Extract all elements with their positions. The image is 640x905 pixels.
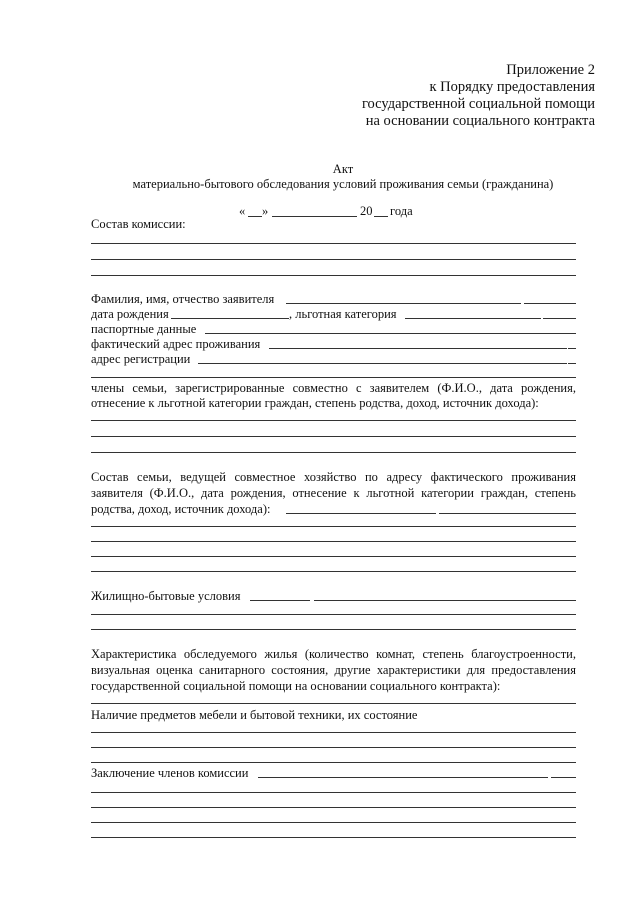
actual-address-field[interactable] — [269, 348, 567, 349]
family-members-text-2: отнесение к льготной категории граждан, степень родства, доход, источник дохода): — [91, 396, 539, 410]
fio-field-2[interactable] — [524, 303, 576, 304]
passport-label: паспортные данные — [91, 322, 197, 336]
household-text-3: родства, доход, источник дохода): — [91, 502, 271, 516]
housing-text-2: визуальная оценка санитарного состояния, другие характеристики для предоставления — [91, 663, 576, 677]
household-line-2[interactable] — [91, 541, 576, 542]
household-text-1: Состав семьи, ведущей совместное хозяйство по адресу фактического проживания — [91, 470, 576, 484]
registration-address-field[interactable] — [198, 363, 567, 364]
date-close-quote: » — [262, 204, 269, 218]
benefit-category-field-2[interactable] — [543, 318, 576, 319]
benefit-category-field[interactable] — [405, 318, 541, 319]
family-members-text-1: члены семьи, зарегистрированные совместно с заявителем (Ф.И.О., дата рождения, — [91, 381, 576, 395]
furniture-label: Наличие предметов мебели и бытовой техники, их состояние — [91, 708, 418, 722]
furniture-line-1[interactable] — [91, 732, 576, 733]
appendix-line-3: государственной социальной помощи — [361, 96, 595, 112]
conclusion-line-3[interactable] — [91, 822, 576, 823]
housing-line-1[interactable] — [91, 703, 576, 704]
actual-address-label: фактический адрес проживания — [91, 337, 261, 351]
living-conditions-line-2[interactable] — [91, 629, 576, 630]
commission-line-1[interactable] — [91, 243, 576, 244]
commission-label: Состав комиссии: — [91, 217, 186, 231]
commission-line-3[interactable] — [91, 275, 576, 276]
housing-text-1: Характеристика обследуемого жилья (количество комнат, степень благоустроенности, — [91, 647, 576, 661]
commission-line-2[interactable] — [91, 259, 576, 260]
living-conditions-field-2[interactable] — [314, 600, 576, 601]
family-members-line-1[interactable] — [91, 420, 576, 421]
furniture-line-3[interactable] — [91, 762, 576, 763]
actual-address-field-2[interactable] — [568, 348, 576, 349]
month-field[interactable] — [272, 216, 357, 217]
household-line-3[interactable] — [91, 556, 576, 557]
day-field[interactable] — [248, 216, 262, 217]
household-field[interactable] — [286, 513, 436, 514]
fio-field[interactable] — [286, 303, 521, 304]
benefit-category-label: , льготная категория — [289, 307, 397, 321]
registration-address-field-2[interactable] — [568, 363, 576, 364]
household-field-2[interactable] — [439, 513, 576, 514]
furniture-line-2[interactable] — [91, 747, 576, 748]
conclusion-field[interactable] — [258, 777, 548, 778]
passport-field[interactable] — [205, 333, 576, 334]
living-conditions-line-1[interactable] — [91, 614, 576, 615]
year-suffix: года — [390, 204, 413, 218]
registration-address-label: адрес регистрации — [91, 352, 191, 366]
household-line-1[interactable] — [91, 526, 576, 527]
conclusion-label: Заключение членов комиссии — [91, 766, 249, 780]
address-extra-line[interactable] — [91, 377, 576, 378]
date-open-quote: « — [239, 204, 246, 218]
living-conditions-field[interactable] — [250, 600, 310, 601]
birth-date-label: дата рождения — [91, 307, 169, 321]
family-members-line-2[interactable] — [91, 436, 576, 437]
year-prefix: 20 — [360, 204, 373, 218]
household-line-4[interactable] — [91, 571, 576, 572]
housing-text-3: государственной социальной помощи на основании социального контракта): — [91, 679, 501, 693]
conclusion-line-2[interactable] — [91, 807, 576, 808]
document-title: Акт — [332, 162, 354, 176]
document-subtitle: материально-бытового обследования условий проживания семьи (гражданина) — [132, 177, 554, 191]
conclusion-line-1[interactable] — [91, 792, 576, 793]
year-field[interactable] — [374, 216, 388, 217]
household-text-2: заявителя (Ф.И.О., дата рождения, отнесение к льготной категории граждан, степень — [91, 486, 576, 500]
conclusion-line-4[interactable] — [91, 837, 576, 838]
birth-date-field[interactable] — [171, 318, 289, 319]
fio-label: Фамилия, имя, отчество заявителя — [91, 292, 275, 306]
appendix-number: Приложение 2 — [506, 62, 595, 78]
family-members-line-3[interactable] — [91, 452, 576, 453]
conclusion-field-2[interactable] — [551, 777, 576, 778]
living-conditions-label: Жилищно-бытовые условия — [91, 589, 241, 603]
appendix-line-4: на основании социального контракта — [365, 113, 595, 129]
appendix-line-2: к Порядку предоставления — [429, 79, 595, 95]
